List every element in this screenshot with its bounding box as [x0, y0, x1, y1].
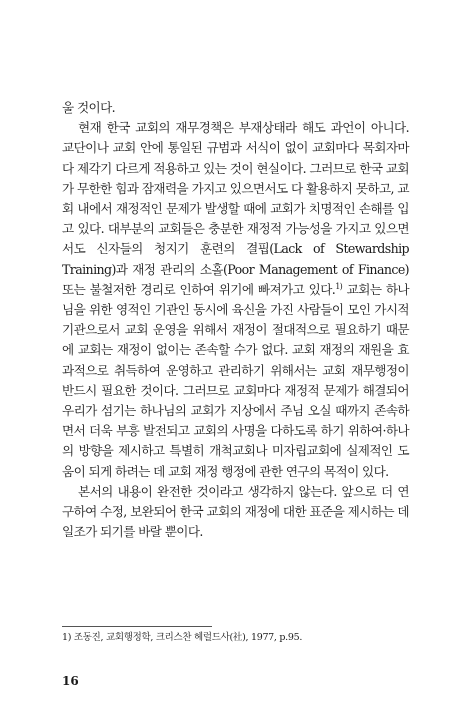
paragraph-closing: 본서의 내용이 완전한 것이라고 생각하지 않는다. 앞으로 더 연구하여 수정, 보완되어 한국 교회의 재정에 대한 표준을 제시하는 데 일조가 되기를 바랄 뿐이다. [62, 483, 409, 540]
paragraph-purpose-text: 현재 한국 교회의 재무경책은 부재상태라 해도 과언이 아니다. 교단이나 교회 안에 통일된 규범과 서식이 없이 교회마다 목회자마다 제각기 다르게 적용하고 있는 것이 현실이다. 그러므로 한국 교회가 무한한 힘과 잠재력을 가지고 있으면서도 다 활용하지 못하고, 교회 내에서 재정적인 문제가 발생할 때에 교회가 치명적인 손해를 입고 있다. 대부분의 교회들은 충분한 재정적 가능성을 가지고 있으면서도 신자들의 청지기 훈련의 결핍(Lack of Stewardship Training)과 재정 관리의 소홀(Poor Management of Finance) 또는 불철저한 경리로 인하여 위기에 빠져가고 있다. [62, 120, 409, 297]
body-text [62, 98, 409, 542]
paragraph-purpose [62, 118, 409, 482]
footnote-divider [62, 626, 212, 627]
page-number: 16 [62, 674, 79, 688]
footnote: 1) 조동진, 교회행정학, 크리스찬 헤럴드사(社), 1977, p.95. [62, 632, 303, 643]
paragraph-purpose-text-continued: 교회는 하나님을 위한 영적인 기관인 동시에 육신을 가진 사람들이 모인 가시적 기관으로서 교회 운영을 위해서 재정이 절대적으로 필요하기 때문에 교회는 재정이 없이는 존속할 수가 없다. 교회 재정의 재원을 효과적으로 취득하여 운영하고 관리하기 위해서는 교회 재무행정이 반드시 필요한 것이다. 그러므로 교회마다 재정적 문제가 해결되어 우리가 섬기는 하나님의 교회가 지상에서 주님 오실 때까지 존속하면서 더욱 부흥 발전되고 교회의 사명을 다하도록 하기 위하여·하나의 방향을 제시하고 특별히 개척교회나 미자립교회에 실제적인 도움이 되게 하려는 데 교회 재정 행정에 관한 연구의 목적이 있다. [62, 281, 409, 479]
footnote-reference: 1) [335, 281, 343, 291]
paragraph-continuation: 울 것이다. [62, 100, 116, 115]
